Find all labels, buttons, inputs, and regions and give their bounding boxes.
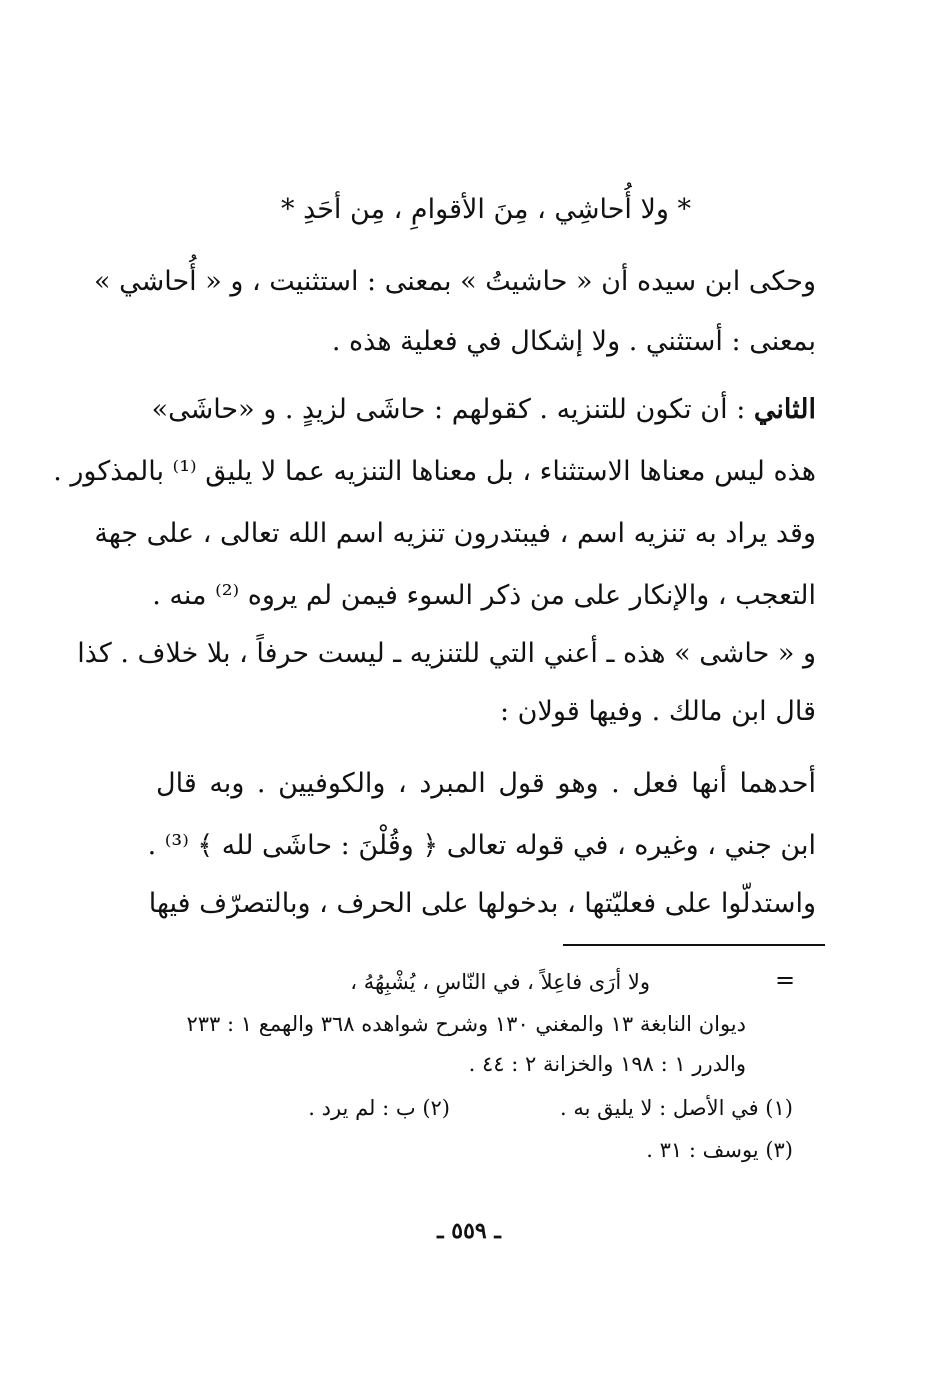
verse-line: * ولا أُحاشِي ، مِنَ الأقوامِ ، مِن أحَدِ * [280, 194, 692, 225]
paragraph-3-line-2: ابن جني ، وغيره ، في قوله تعالى ﴿ وقُلْنَ : حاشَى لله ﴾ ⁽³⁾ . [147, 830, 816, 861]
paragraph-2-line-4: التعجب ، والإنكار على من ذكر السوء فيمن لم يروه ⁽²⁾ منه . [152, 580, 816, 611]
paragraph-2-line-2: هذه ليس معناها الاستثناء ، بل معناها التنزيه عما لا يليق ⁽¹⁾ بالمذكور . [53, 456, 816, 487]
paragraph-2-line-6: قال ابن مالك . وفيها قولان : [499, 696, 816, 727]
paragraph-1-line-2: بمعنى : أستثني . ولا إشكال في فعلية هذه . [331, 326, 816, 357]
footnote-source-line-2: والدرر ١ : ١٩٨ والخزانة ٢ : ٤٤ . [468, 1052, 746, 1076]
paragraph-2-line-3: وقد يراد به تنزيه اسم ، فيبتدرون تنزيه اسم الله تعالى ، على جهة [94, 518, 816, 549]
page-number: ـ ٥٥٩ ـ [437, 1218, 501, 1244]
paragraph-2-line-1-text: : أن تكون للتنزيه . كقولهم : حاشَى لزيدٍ . و «حاشَى» [151, 394, 754, 425]
footnote-2: (٢) ب : لم يرد . [308, 1096, 450, 1120]
footnote-verse-continuation: ولا أرَى فاعِلاً ، في النّاسِ ، يُشْبِهُهُ ، [350, 970, 650, 994]
paragraph-3-line-3: واستدلّوا على فعليّتها ، بدخولها على الحرف ، وبالتصرّف فيها [148, 888, 816, 919]
footnote-divider [563, 944, 825, 946]
footnote-1: (١) في الأصل : لا يليق به . [560, 1096, 793, 1120]
section-heading-second: الثاني [753, 394, 816, 425]
footnote-3: (٣) يوسف : ٣١ . [646, 1138, 793, 1162]
footnote-source-line-1: ديوان النابغة ١٣ والمغني ١٣٠ وشرح شواهده ٣٦٨ والهمع ١ : ٢٣٣ [186, 1012, 746, 1036]
footnote-continuation-mark: = [775, 966, 796, 994]
paragraph-2-line-1 [151, 390, 816, 430]
paragraph-2-line-5: و « حاشى » هذه ـ أعني التي للتنزيه ـ ليست حرفاً ، بلا خلاف . كذا [77, 638, 816, 669]
paragraph-1-line-1: وحكى ابن سيده أن « حاشيتُ » بمعنى : استثنيت ، و « أُحاشي » [94, 266, 816, 297]
paragraph-3-line-1: أحدهما أنها فعل . وهو قول المبرد ، والكوفيين . وبه قال [156, 768, 816, 799]
